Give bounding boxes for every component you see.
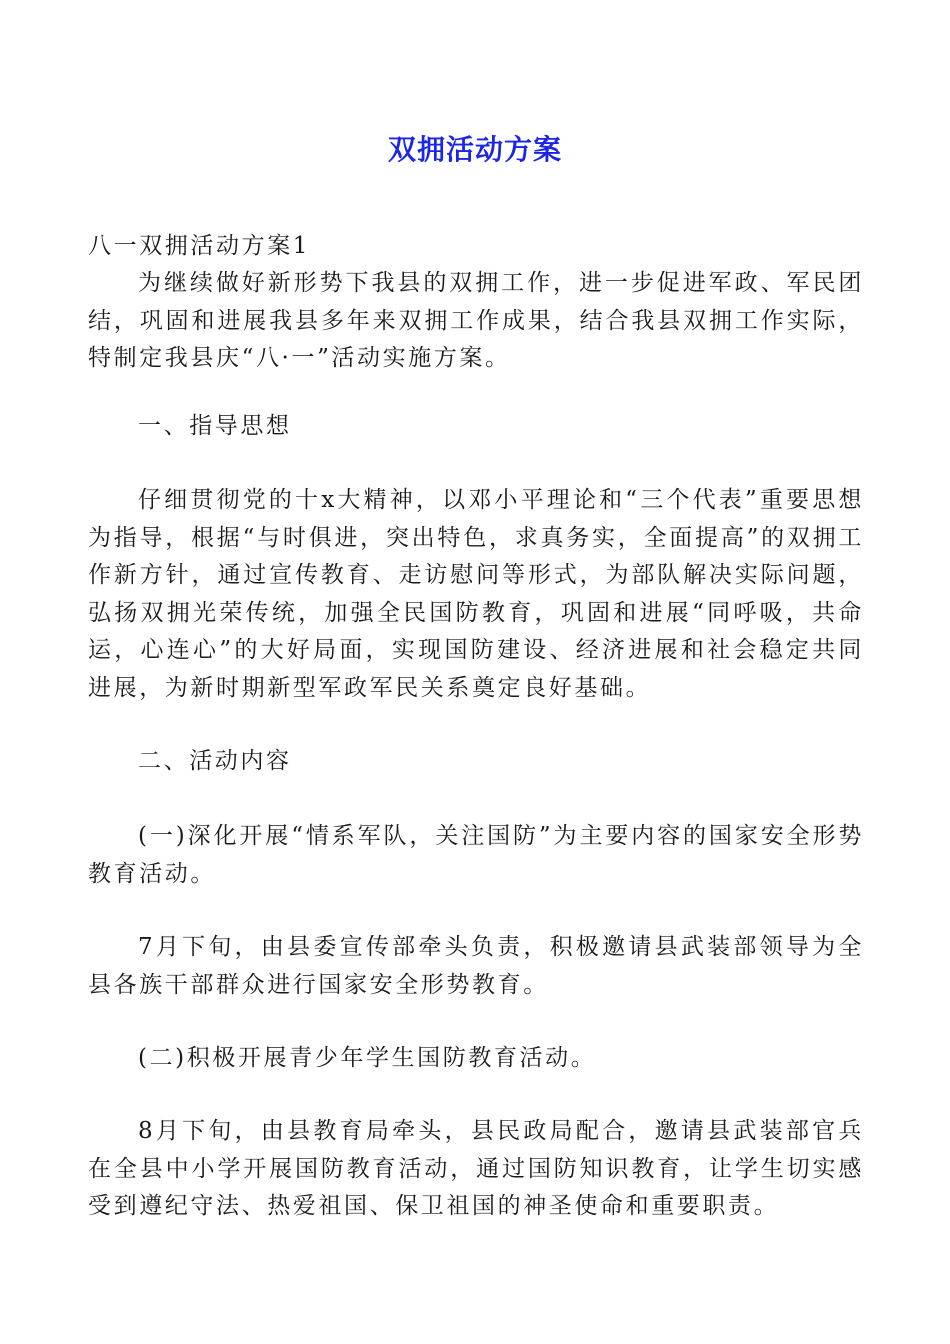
intro-paragraph: 为继续做好新形势下我县的双拥工作，进一步促进军政、军民团结，巩固和进展我县多年来双拥工作成果，结合我县双拥工作实际，特制定我县庆“八·一”活动实施方案。 [88, 270, 864, 371]
item1-body: 7月下旬，由县委宣传部牵头负责，积极邀请县武装部领导为全县各族干部群众进行国家安全形势教育。 [88, 934, 864, 998]
document-heading: 八一双拥活动方案1 [88, 233, 311, 259]
document-title: 双拥活动方案 [387, 133, 562, 166]
section1-body: 仔细贯彻党的十x大精神，以邓小平理论和“三个代表”重要思想为指导，根据“与时俱进，突出特色，求真务实，全面提高”的双拥工作新方针，通过宣传教育、走访慰问等形式，为部队解决实际问题，弘扬双拥光荣传统，加强全民国防教育，巩固和进展“同呼吸，共命运，心连心”的大好局面，实现国防建设、经济进展和社会稳定共同进展，为新时期新型军政军民关系奠定良好基础。 [88, 487, 864, 701]
item2-title: (二)积极开展青少年学生国防教育活动。 [138, 1045, 597, 1071]
section2-title: 二、活动内容 [138, 748, 292, 774]
item2-body: 8月下旬，由县教育局牵头，县民政局配合，邀请县武装部官兵在全县中小学开展国防教育活动，通过国防知识教育，让学生切实感受到遵纪守法、热爱祖国、保卫祖国的神圣使命和重要职责。 [88, 1118, 864, 1219]
item1-title: (一)深化开展“情系军队，关注国防”为主要内容的国家安全形势教育活动。 [88, 823, 864, 887]
section1-title: 一、指导思想 [138, 413, 292, 439]
